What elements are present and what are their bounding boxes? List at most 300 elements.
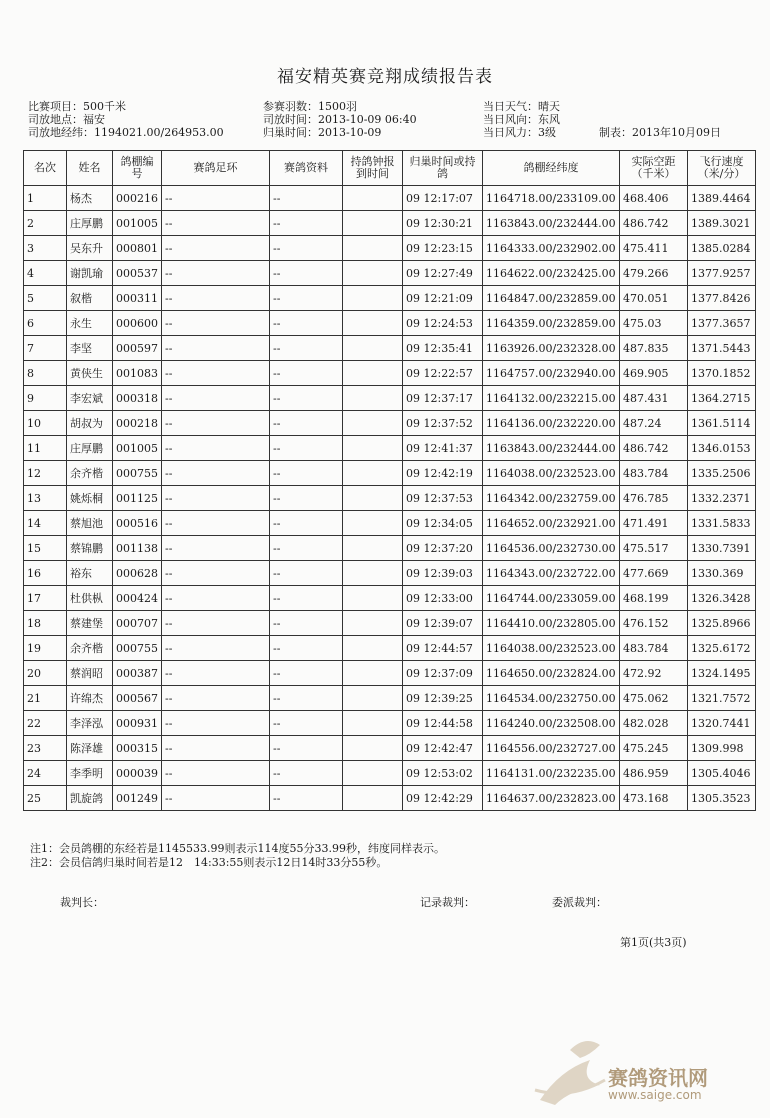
table-cell: 1164240.00/232508.00 (483, 711, 620, 736)
table-cell (343, 436, 403, 461)
table-cell: -- (162, 586, 270, 611)
table-cell: -- (162, 236, 270, 261)
table-row (24, 336, 756, 361)
table-cell: 1164534.00/232750.00 (483, 686, 620, 711)
table-cell: -- (162, 736, 270, 761)
table-cell: 000931 (113, 711, 162, 736)
table-cell: 477.669 (620, 561, 688, 586)
column-header: 持鸽钟报到时间 (343, 151, 403, 186)
table-cell: 1164637.00/232823.00 (483, 786, 620, 811)
chief-judge-label: 裁判长： (60, 896, 104, 909)
table-cell: 1370.1852 (688, 361, 756, 386)
table-cell: 1164650.00/232824.00 (483, 661, 620, 686)
table-cell (343, 786, 403, 811)
table-cell: -- (162, 761, 270, 786)
watermark-text: 赛鸽资讯网 (608, 1066, 708, 1090)
table-cell: 09 12:53:02 (403, 761, 483, 786)
table-row (24, 461, 756, 486)
table-cell: 001138 (113, 536, 162, 561)
table-cell: 1309.998 (688, 736, 756, 761)
column-header: 飞行速度（米/分） (688, 151, 756, 186)
table-cell: 09 12:42:47 (403, 736, 483, 761)
table-cell (343, 661, 403, 686)
table-cell: 1164342.00/232759.00 (483, 486, 620, 511)
table-cell: -- (162, 311, 270, 336)
table-cell: 09 12:42:19 (403, 461, 483, 486)
table-cell: 李坚 (67, 336, 113, 361)
table-cell: 17 (24, 586, 67, 611)
table-cell: 09 12:37:17 (403, 386, 483, 411)
table-cell: 475.062 (620, 686, 688, 711)
table-cell: 486.959 (620, 761, 688, 786)
table-cell: 09 12:22:57 (403, 361, 483, 386)
table-row (24, 311, 756, 336)
table-cell: 蔡建堡 (67, 611, 113, 636)
table-cell: -- (270, 736, 343, 761)
table-cell: 余齐楷 (67, 636, 113, 661)
table-cell: 1326.3428 (688, 586, 756, 611)
table-cell: 3 (24, 236, 67, 261)
table-row (24, 236, 756, 261)
table-cell: 裕东 (67, 561, 113, 586)
table-cell: -- (270, 461, 343, 486)
table-row (24, 511, 756, 536)
table-cell: 1389.4464 (688, 186, 756, 211)
table-cell: 000318 (113, 386, 162, 411)
table-row (24, 561, 756, 586)
table-cell: -- (270, 211, 343, 236)
table-cell: -- (270, 586, 343, 611)
table-cell (343, 361, 403, 386)
table-cell: 473.168 (620, 786, 688, 811)
table-cell: -- (270, 361, 343, 386)
table-cell: 14 (24, 511, 67, 536)
table-cell: 469.905 (620, 361, 688, 386)
table-cell: -- (270, 561, 343, 586)
meta-field: 司放地点：福安 (28, 113, 105, 126)
table-cell: 1305.3523 (688, 786, 756, 811)
column-header: 鸽棚编号 (113, 151, 162, 186)
table-cell (343, 761, 403, 786)
meta-field: 比赛项目：500千米 (28, 100, 126, 113)
table-cell: 000597 (113, 336, 162, 361)
table-cell: 13 (24, 486, 67, 511)
table-cell: 谢凯瑜 (67, 261, 113, 286)
table-cell: 1164536.00/232730.00 (483, 536, 620, 561)
table-cell: -- (270, 386, 343, 411)
table-cell (343, 286, 403, 311)
table-row (24, 786, 756, 811)
table-row (24, 711, 756, 736)
table-row (24, 686, 756, 711)
table-cell: 471.491 (620, 511, 688, 536)
table-cell: -- (162, 411, 270, 436)
table-cell: -- (162, 511, 270, 536)
table-cell: 486.742 (620, 211, 688, 236)
table-row (24, 361, 756, 386)
table-cell: 1164038.00/232523.00 (483, 636, 620, 661)
table-cell: -- (162, 536, 270, 561)
table-cell: 1305.4046 (688, 761, 756, 786)
table-cell: 24 (24, 761, 67, 786)
table-cell: 1330.369 (688, 561, 756, 586)
table-cell: 000424 (113, 586, 162, 611)
table-cell: 001125 (113, 486, 162, 511)
table-cell (343, 736, 403, 761)
table-cell: 475.03 (620, 311, 688, 336)
table-cell: 陈泽雄 (67, 736, 113, 761)
table-cell: 1377.3657 (688, 311, 756, 336)
table-cell (343, 686, 403, 711)
page-number: 第1页(共3页) (620, 936, 687, 949)
table-cell: -- (270, 636, 343, 661)
table-cell: 21 (24, 686, 67, 711)
table-cell: -- (270, 436, 343, 461)
table-cell: 000311 (113, 286, 162, 311)
table-cell: 杨杰 (67, 186, 113, 211)
table-cell: 09 12:37:09 (403, 661, 483, 686)
table-cell: 1164847.00/232859.00 (483, 286, 620, 311)
table-cell: 叙楷 (67, 286, 113, 311)
table-cell: 1346.0153 (688, 436, 756, 461)
table-cell: 483.784 (620, 636, 688, 661)
table-cell: -- (270, 761, 343, 786)
table-cell: 482.028 (620, 711, 688, 736)
table-cell: 000387 (113, 661, 162, 686)
meta-row (28, 113, 748, 126)
table-cell: 胡叔为 (67, 411, 113, 436)
table-cell: -- (162, 186, 270, 211)
table-cell: 000755 (113, 461, 162, 486)
table-cell: -- (270, 786, 343, 811)
table-cell: 庄厚鹏 (67, 436, 113, 461)
meta-field: 司放时间：2013-10-09 06:40 (263, 113, 417, 126)
table-cell: 09 12:30:21 (403, 211, 483, 236)
table-cell: 吴东升 (67, 236, 113, 261)
column-header: 鸽棚经纬度 (483, 151, 620, 186)
table-cell: 000755 (113, 636, 162, 661)
table-cell: 1164757.00/232940.00 (483, 361, 620, 386)
table-cell: 001005 (113, 211, 162, 236)
table-cell: -- (162, 336, 270, 361)
table-cell: 1164652.00/232921.00 (483, 511, 620, 536)
table-cell: 8 (24, 361, 67, 386)
table-cell: -- (162, 711, 270, 736)
table-cell: -- (270, 711, 343, 736)
table-cell: -- (270, 686, 343, 711)
table-row (24, 211, 756, 236)
table-row (24, 436, 756, 461)
table-cell: 1163926.00/232328.00 (483, 336, 620, 361)
table-cell: 1330.7391 (688, 536, 756, 561)
table-cell: -- (162, 661, 270, 686)
table-cell: 001005 (113, 436, 162, 461)
table-cell: -- (270, 186, 343, 211)
table-cell: -- (162, 686, 270, 711)
report-title: 福安精英赛竞翔成绩报告表 (277, 67, 493, 87)
table-row (24, 586, 756, 611)
footnote-2: 注2：会员信鸽归巢时间若是12 14:33:55则表示12日14时33分55秒。 (30, 856, 388, 869)
table-cell: 09 12:23:15 (403, 236, 483, 261)
table-cell (343, 386, 403, 411)
table-cell (343, 561, 403, 586)
table-cell: 1385.0284 (688, 236, 756, 261)
table-cell: 001083 (113, 361, 162, 386)
table-cell: 475.517 (620, 536, 688, 561)
table-cell: 000218 (113, 411, 162, 436)
table-cell: 09 12:34:05 (403, 511, 483, 536)
table-cell: 09 12:37:52 (403, 411, 483, 436)
table-cell (343, 211, 403, 236)
table-cell: 470.051 (620, 286, 688, 311)
watermark-url: www.saige.com (608, 1088, 702, 1102)
table-cell (343, 611, 403, 636)
meta-field: 当日风向：东风 (483, 113, 560, 126)
assigned-judge-label: 委派裁判： (552, 896, 607, 909)
column-header: 赛鸽资料 (270, 151, 343, 186)
table-cell: 1325.6172 (688, 636, 756, 661)
table-cell (343, 711, 403, 736)
table-cell (343, 261, 403, 286)
table-cell: 1164718.00/233109.00 (483, 186, 620, 211)
table-cell: 1164131.00/232235.00 (483, 761, 620, 786)
table-cell: 000039 (113, 761, 162, 786)
table-cell: 09 12:39:25 (403, 686, 483, 711)
table-cell: -- (270, 486, 343, 511)
table-cell: 20 (24, 661, 67, 686)
table-cell: 庄厚鹏 (67, 211, 113, 236)
table-body (24, 186, 756, 811)
meta-field: 当日天气：晴天 (483, 100, 560, 113)
table-cell: 1377.8426 (688, 286, 756, 311)
table-cell: 蔡旭池 (67, 511, 113, 536)
column-header: 姓名 (67, 151, 113, 186)
table-row (24, 186, 756, 211)
table-cell: -- (162, 286, 270, 311)
table-cell: -- (270, 411, 343, 436)
column-header: 名次 (24, 151, 67, 186)
table-cell: -- (162, 261, 270, 286)
table-row (24, 611, 756, 636)
table-cell: -- (270, 511, 343, 536)
table-row (24, 486, 756, 511)
meta-field: 司放地经纬：1194021.00/264953.00 (28, 126, 224, 139)
table-cell: 1164038.00/232523.00 (483, 461, 620, 486)
table-cell (343, 311, 403, 336)
table-cell: 1361.5114 (688, 411, 756, 436)
table-cell: 15 (24, 536, 67, 561)
table-cell: 16 (24, 561, 67, 586)
table-row (24, 536, 756, 561)
table-cell (343, 236, 403, 261)
table-row (24, 636, 756, 661)
meta-field: 参赛羽数：1500羽 (263, 100, 357, 113)
table-cell: 1164410.00/232805.00 (483, 611, 620, 636)
table-cell: 许绵杰 (67, 686, 113, 711)
table-row (24, 261, 756, 286)
table-cell: 1 (24, 186, 67, 211)
table-cell: 永生 (67, 311, 113, 336)
table-cell: -- (162, 786, 270, 811)
table-cell: 1164136.00/232220.00 (483, 411, 620, 436)
table-cell: 黄侠生 (67, 361, 113, 386)
table-cell: 1164343.00/232722.00 (483, 561, 620, 586)
table-cell: 000707 (113, 611, 162, 636)
table-cell: 2 (24, 211, 67, 236)
table-cell: 1164622.00/232425.00 (483, 261, 620, 286)
table-row (24, 411, 756, 436)
meta-field: 当日风力：3级 (483, 126, 556, 139)
table-cell: -- (162, 461, 270, 486)
table-cell: 10 (24, 411, 67, 436)
table-cell: -- (162, 561, 270, 586)
table-cell: 468.406 (620, 186, 688, 211)
table-cell (343, 336, 403, 361)
table-cell (343, 411, 403, 436)
table-cell (343, 186, 403, 211)
table-cell: 09 12:33:00 (403, 586, 483, 611)
table-cell: 000315 (113, 736, 162, 761)
table-cell: -- (270, 286, 343, 311)
table-cell: 蔡锦鹏 (67, 536, 113, 561)
table-cell: 1324.1495 (688, 661, 756, 686)
table-cell: 1164744.00/233059.00 (483, 586, 620, 611)
table-cell: -- (270, 261, 343, 286)
table-cell: 5 (24, 286, 67, 311)
table-cell: 1371.5443 (688, 336, 756, 361)
table-cell: -- (270, 311, 343, 336)
table-cell: 7 (24, 336, 67, 361)
table-cell: 1364.2715 (688, 386, 756, 411)
column-header: 归巢时间或持鸽 (403, 151, 483, 186)
table-cell: 杜供枞 (67, 586, 113, 611)
table-cell: 1325.8966 (688, 611, 756, 636)
table-cell: 09 12:44:57 (403, 636, 483, 661)
table-cell: -- (270, 661, 343, 686)
table-row (24, 761, 756, 786)
table-cell: 23 (24, 736, 67, 761)
table-row (24, 286, 756, 311)
table-cell: 472.92 (620, 661, 688, 686)
table-cell: 余齐楷 (67, 461, 113, 486)
results-table (23, 150, 756, 811)
table-cell: 475.245 (620, 736, 688, 761)
table-cell: -- (162, 636, 270, 661)
table-cell: -- (270, 236, 343, 261)
table-row (24, 386, 756, 411)
table-cell: 09 12:24:53 (403, 311, 483, 336)
table-cell: 1332.2371 (688, 486, 756, 511)
table-row (24, 661, 756, 686)
table-cell: 475.411 (620, 236, 688, 261)
table-cell: 09 12:21:09 (403, 286, 483, 311)
table-cell: 11 (24, 436, 67, 461)
table-cell: -- (162, 386, 270, 411)
table-cell: 09 12:37:53 (403, 486, 483, 511)
column-header: 实际空距（千米） (620, 151, 688, 186)
table-cell: 22 (24, 711, 67, 736)
table-cell: 483.784 (620, 461, 688, 486)
table-cell: -- (162, 611, 270, 636)
table-cell: 蔡润昭 (67, 661, 113, 686)
table-header-row (24, 151, 756, 186)
table-cell: 1389.3021 (688, 211, 756, 236)
table-cell: 000216 (113, 186, 162, 211)
table-cell: 1320.7441 (688, 711, 756, 736)
table-cell: 1321.7572 (688, 686, 756, 711)
table-cell: 486.742 (620, 436, 688, 461)
column-header: 赛鸽足环 (162, 151, 270, 186)
table-cell: 1331.5833 (688, 511, 756, 536)
table-cell: 4 (24, 261, 67, 286)
table-cell: -- (162, 486, 270, 511)
table-cell: -- (162, 211, 270, 236)
table-cell: -- (270, 336, 343, 361)
table-cell: 09 12:37:20 (403, 536, 483, 561)
meta-row (28, 100, 748, 113)
table-cell: -- (162, 361, 270, 386)
footnotes (30, 842, 445, 870)
footnote-1: 注1：会员鸽棚的东经若是1145533.99则表示114度55分33.99秒，纬度同样表示。 (30, 842, 445, 855)
table-cell: 468.199 (620, 586, 688, 611)
table-cell: 1163843.00/232444.00 (483, 211, 620, 236)
table-cell (343, 511, 403, 536)
table-cell: 476.152 (620, 611, 688, 636)
table-cell: 000628 (113, 561, 162, 586)
table-cell (343, 636, 403, 661)
table-cell: 001249 (113, 786, 162, 811)
table-cell: 1164359.00/232859.00 (483, 311, 620, 336)
table-cell (343, 486, 403, 511)
table-cell: -- (270, 611, 343, 636)
table-cell: 000600 (113, 311, 162, 336)
table-cell: 姚烁桐 (67, 486, 113, 511)
table-cell: 000801 (113, 236, 162, 261)
table-cell: 李宏斌 (67, 386, 113, 411)
meta-field: 制表：2013年10月09日 (599, 126, 721, 139)
table-cell: 09 12:35:41 (403, 336, 483, 361)
table-cell: 000516 (113, 511, 162, 536)
table-cell: 09 12:42:29 (403, 786, 483, 811)
table-cell (343, 586, 403, 611)
table-cell: 1164132.00/232215.00 (483, 386, 620, 411)
meta-row (28, 126, 748, 139)
race-meta (28, 100, 748, 139)
table-cell: 1164333.00/232902.00 (483, 236, 620, 261)
table-cell: 1163843.00/232444.00 (483, 436, 620, 461)
table-cell: 6 (24, 311, 67, 336)
table-cell: 000567 (113, 686, 162, 711)
table-cell: 476.785 (620, 486, 688, 511)
table-cell: 9 (24, 386, 67, 411)
table-cell: 李季明 (67, 761, 113, 786)
table-row (24, 736, 756, 761)
table-cell: 487.24 (620, 411, 688, 436)
table-cell: 479.266 (620, 261, 688, 286)
meta-field: 归巢时间：2013-10-09 (263, 126, 382, 139)
table-cell: 18 (24, 611, 67, 636)
table-cell: 487.431 (620, 386, 688, 411)
table-cell: 凯旋鸽 (67, 786, 113, 811)
table-cell (343, 461, 403, 486)
table-cell: 09 12:41:37 (403, 436, 483, 461)
table-cell: 09 12:17:07 (403, 186, 483, 211)
table-cell: 000537 (113, 261, 162, 286)
table-cell: 09 12:27:49 (403, 261, 483, 286)
table-cell: 李泽泓 (67, 711, 113, 736)
table-cell: 09 12:39:03 (403, 561, 483, 586)
table-cell: 1335.2506 (688, 461, 756, 486)
